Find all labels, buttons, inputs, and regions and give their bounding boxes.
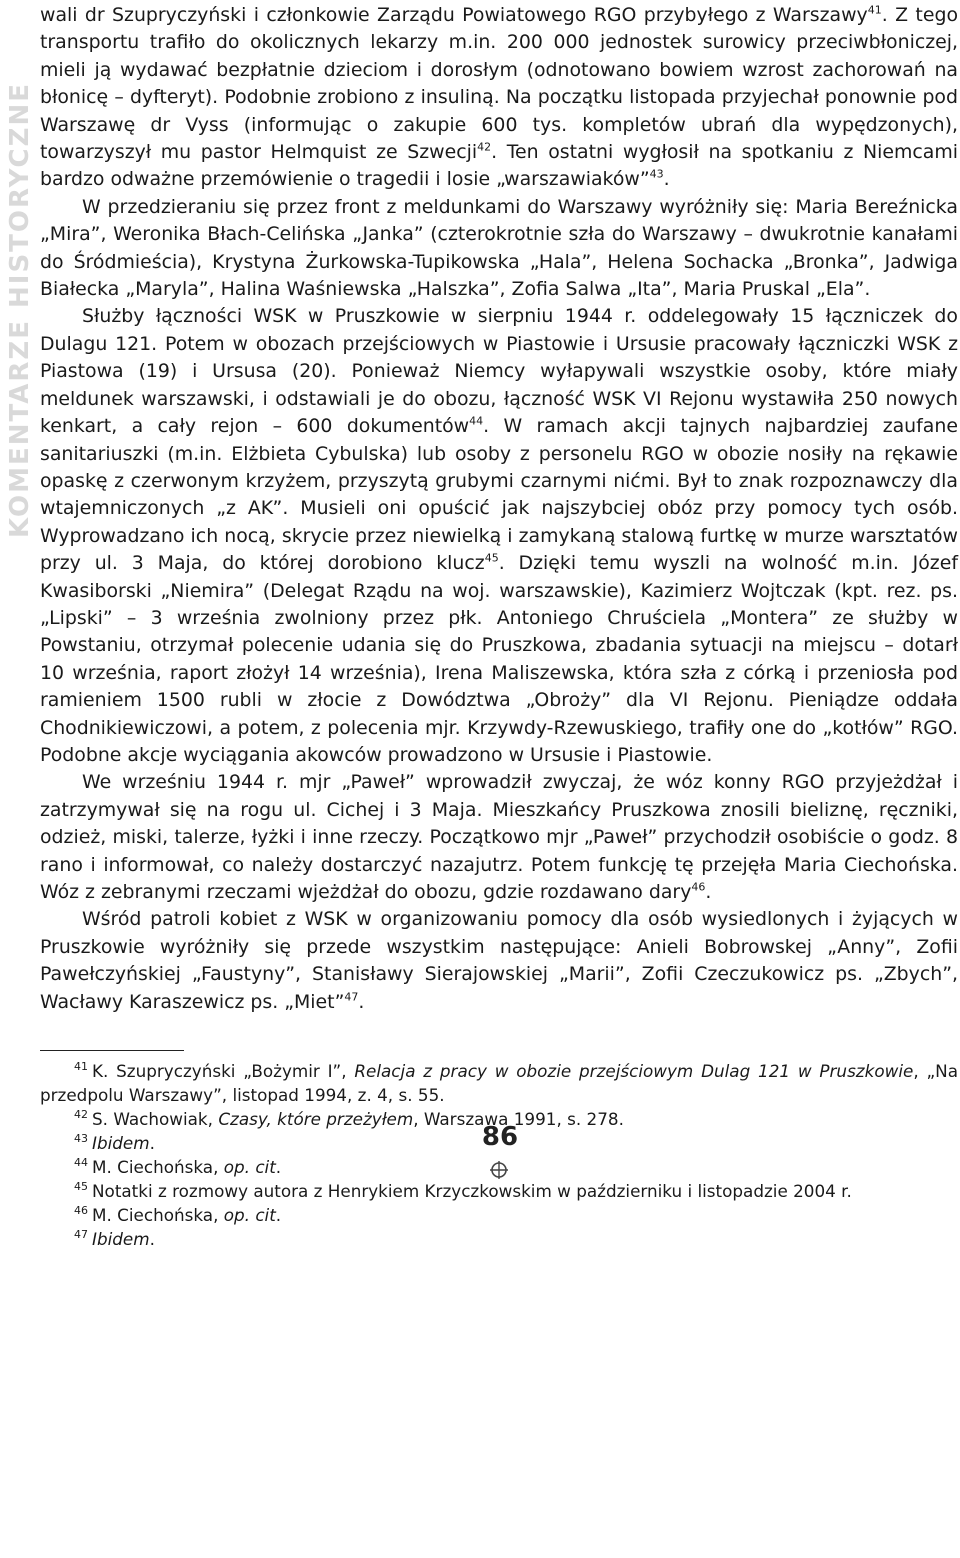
page-content — [40, 2, 958, 1251]
footnote-number: 42 — [74, 1108, 88, 1122]
paragraph — [40, 906, 958, 1016]
text-run: Notatki z rozmowy autora z Henrykiem Krzyczkowskim w październiku i listopadzie 2004 r. — [92, 1181, 852, 1202]
footnote-reference: 44 — [469, 414, 484, 428]
text-run: . — [663, 168, 670, 191]
italic-title: Relacja z pracy w obozie przejściowym Dulag 121 w Pruszkowie — [354, 1061, 914, 1082]
text-run: Służby łączności WSK w Pruszkowie w sierpniu 1944 r. oddelegowały 15 łączniczek do Dulagu 121. Potem w obozach przejściowych w Piastowie i Ursusie pracowały łączniczki WSK z Piastowa (19) i Ursusa (20). Ponieważ Niemcy wyłapywali wszystkie osoby, które miały meldunek warszawski, i odstawiali je do obozu, łączność WSK VI Rejonu wystawiła 250 nowych kenkart, a cały rejon – 600 dokumentów — [40, 305, 958, 438]
text-run: . — [358, 990, 365, 1013]
paragraph — [40, 2, 958, 194]
text-run: wali dr Szupryczyński i członkowie Zarządu Powiatowego RGO przybyłego z Warszawy — [40, 4, 868, 26]
footnote-number: 43 — [74, 1132, 88, 1146]
text-run: . — [149, 1229, 155, 1250]
paragraph — [40, 194, 958, 304]
footnote — [40, 1059, 958, 1107]
footnote-reference: 42 — [477, 140, 492, 154]
footnote — [40, 1203, 958, 1227]
text-run: . — [275, 1205, 282, 1226]
body-text — [40, 2, 958, 1016]
text-run: M. Ciechońska, — [92, 1157, 224, 1178]
footnote-reference: 41 — [867, 3, 882, 17]
footnote-divider — [40, 1050, 184, 1051]
italic-title: op. cit — [223, 1157, 276, 1178]
text-run: . Ten ostatni wygłosił na spotkaniu z Niemcami bardzo odważne przemówienie o tragedii i losie „warszawiaków” — [40, 141, 958, 191]
footnote-number: 47 — [74, 1228, 88, 1242]
footnote-reference: 45 — [484, 551, 499, 565]
italic-title: Ibidem — [92, 1133, 150, 1154]
text-run: K. Szupryczyński „Bożymir I”, — [92, 1061, 355, 1082]
italic-title: Czasy, które przeżyłem — [218, 1109, 414, 1130]
paragraph — [40, 769, 958, 906]
footnote-reference: 47 — [344, 990, 359, 1004]
text-run: S. Wachowiak, — [92, 1109, 219, 1130]
text-run: Wśród patroli kobiet z WSK w organizowaniu pomocy dla osób wysiedlonych i żyjących w Pruszkowie wyróżniły się przede wszystkim następujące: Anieli Bobrowskej „Anny”, Zofii Pawełczyńskiej „Faustyny”, Stanisławy Sierajowskiej „Marii”, Zofii Czeczukowicz ps. „Zbych”, Wacławy Karaszewicz ps. „Miet” — [40, 908, 958, 1013]
footnote-number: 46 — [74, 1204, 88, 1218]
footnote-number: 41 — [74, 1060, 88, 1074]
footnote-number: 44 — [74, 1156, 88, 1170]
text-run: , Warszawa 1991, s. 278. — [413, 1109, 624, 1130]
paragraph — [40, 303, 958, 769]
footnote-reference: 43 — [649, 168, 664, 182]
text-run: We wrześniu 1944 r. mjr „Paweł” wprowadził zwyczaj, że wóz konny RGO przyjeżdżał i zatrzymywał się na rogu ul. Cichej i 3 Maja. Mieszkańcy Pruszkowa znosili bieliznę, ręczniki, odzież, miski, talerze, łyżki i inne rzeczy. Początkowo mjr „Paweł” przychodził osobiście o godz. 8 rano i informował, co należy dostarczyć nazajutrz. Potem funkcję tę przejęła Maria Ciechońska. Wóz z zebranymi rzeczami wjeżdżał do obozu, gdzie rozdawano dary — [40, 771, 958, 903]
text-run: W przedzieraniu się przez front z meldunkami do Warszawy wyróżniły się: Maria Bereźnicka „Mira”, Weronika Błach-Celińska „Janka” (czterokrotnie szła do Warszawy – dwukrotnie kanałami do Śródmieścia), Krystyna Żurkowska-Tupikowska „Hala”, Helena Sochacka „Bronka”, Jadwiga Białecka „Maryla”, Halina Waśniewska „Halszka”, Zofia Salwa „Ita”, Maria Pruskal „Ela”. — [40, 195, 958, 301]
text-run: . — [705, 881, 712, 903]
text-run: . Z tego transportu trafiło do okolicznych lekarzy m.in. 200 000 jednostek surowicy przeciwbłoniczej, mieli ją wydawać bezpłatnie dzieciom i dorosłym (odnotowano bowiem wzrost zachorowań na błonicę – dyfteryt). Podobnie zrobiono z insuliną. Na początku listopada przyjechał ponownie pod Warszawę dr Vyss (informując o zakupie 600 tys. kompletów ubrań dla wypędzonych), towarzyszył mu pastor Helmquist ze Szwecji — [40, 4, 958, 164]
text-run: M. Ciechońska, — [92, 1205, 224, 1226]
text-run: . — [149, 1133, 155, 1154]
page-number: 86 — [481, 1122, 519, 1152]
footnote-number: 45 — [74, 1180, 88, 1194]
italic-title: Ibidem — [92, 1229, 150, 1250]
footnotes — [40, 1059, 958, 1251]
text-run: . Dzięki temu wyszli na wolność m.in. Józef Kwasiborski „Niemira” (Delegat Rządu na woj. warszawskie), Kazimierz Wojtczak (kpt. rez. ps. „Lipski” – 3 września zwolniony przez płk. Antoniego Chruściela „Montera” ze służby w Powstaniu, otrzymał polecenie udania się do Pruszkowa, zbadania sytuacji na miejscu – dotarł 10 września, raport złożył 14 września), Irena Maliszewska, która szła z córką i przeniosła pod ramieniem 1500 rubli w złocie z Dowództwa „Obroży” dla VI Rejonu. Pieniądze oddała Chodnikiewiczowi, a potem, z polecenia mjr. Krzywdy-Rzewuskiego, trafiły one do „kotłów” RGO. Podobne akcje wyciągania akowców prowadzono w Ursusie i Piastowie. — [40, 552, 958, 766]
footnote — [40, 1227, 958, 1251]
footnote — [40, 1179, 958, 1203]
footnote-reference: 46 — [691, 880, 706, 894]
text-run: . — [275, 1157, 282, 1178]
crosshair-circle-icon — [489, 1160, 509, 1180]
side-section-label: KOMENTARZE HISTORYCZNE — [5, 82, 35, 538]
italic-title: op. cit — [223, 1205, 276, 1226]
text-run: . W ramach akcji tajnych najbardziej zaufane sanitariuszki (m.in. Elżbieta Cybulska) lub osoby z personelu RGO w obozie nosiły na rękawie opaskę z czerwonym krzyżem, przyszytą grubymi czarnymi nićmi. Był to znak rozpoznawczy dla wtajemniczonych „z AK”. Musieli oni opuścić jak najszybciej obóz przy pomocy tych osób. Wyprowadzano ich nocą, skrycie przez niewielką i zamykaną stalową furtkę w murze warsztatów przy ul. 3 Maja, do której dorobiono klucz — [40, 415, 958, 575]
text-run: , „Na przedpolu Warszawy”, listopad 1994, z. 4, s. 55. — [40, 1061, 959, 1106]
